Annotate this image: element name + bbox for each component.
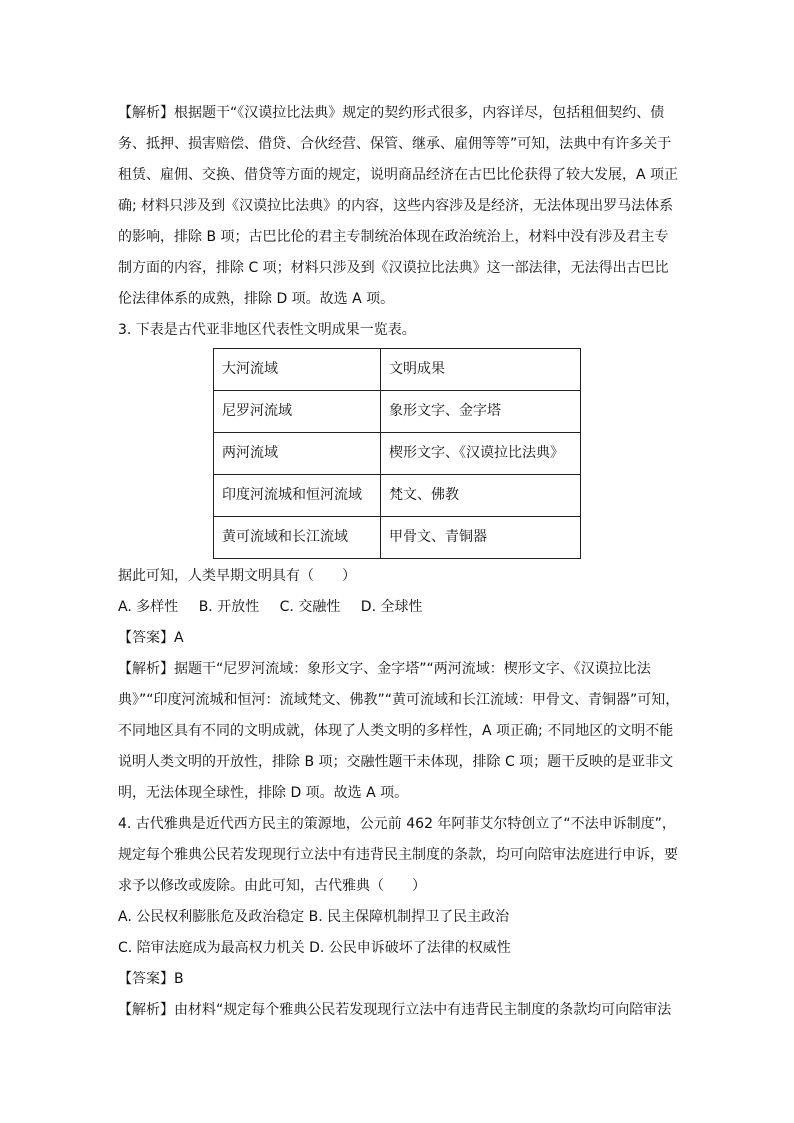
text-line: 明，无法体现全球性，排除 D 项。故选 A 项。 — [118, 785, 409, 801]
option-d: D. 全球性 — [360, 599, 423, 615]
text-line: 【解析】由材料“规定每个雅典公民若发现现行立法中有违背民主制度的条款均可向陪审法 — [118, 1002, 672, 1018]
option-b: B. 开放性 — [198, 599, 260, 615]
text-line: 求予以修改或废除。由此可知，古代雅典（ ） — [118, 878, 426, 894]
option-a: A. 多样性 — [118, 599, 179, 615]
text-line: 伦法律体系的成熟，排除 D 项。故选 A 项。 — [118, 291, 395, 307]
option-row — [118, 592, 678, 623]
text-line: 4. 古代雅典是近代西方民主的策源地，公元前 462 年阿菲艾尔特创立了“不法申诉制度”， — [118, 816, 676, 832]
q3-stem — [118, 315, 678, 346]
question-text: 据此可知，人类早期文明具有（ ） — [118, 568, 356, 584]
table-cell: 印度河流城和恒河流域 — [214, 475, 381, 517]
option-c: C. 交融性 — [279, 599, 341, 615]
table-cell: 象形文字、金字塔 — [381, 391, 581, 433]
table-row — [214, 475, 581, 517]
q4-options — [118, 902, 678, 995]
q3-analysis — [118, 654, 678, 809]
question-stem: 3. 下表是古代亚非地区代表性文明成果一览表。 — [118, 322, 416, 338]
text-line: 【解析】据题干“尼罗河流域：象形文字、金字塔”“两河流域：楔形文字、《汉谟拉比法 — [118, 661, 651, 677]
q4-analysis — [118, 995, 678, 1026]
text-line: 务、抵押、损害赔偿、借贷、合伙经营、保管、继承、雇佣等等”可知，法典中有许多关于 — [118, 136, 672, 152]
table-cell: 尼罗河流域 — [214, 391, 381, 433]
text-line: 【解析】根据题干“《汉谟拉比法典》规定的契约形式很多，内容详尽，包括租佃契约、债 — [118, 105, 665, 121]
table-header-cell: 大河流域 — [214, 349, 381, 391]
text-line: 典》”“印度河流城和恒河：流域梵文、佛教”“黄可流域和长江流域：甲骨文、青铜器”可知， — [118, 692, 680, 708]
text-line: 的影响，排除 B 项；古巴比伦的君主专制统治体现在政治统治上，材料中没有涉及君主专 — [118, 229, 669, 245]
option-row: A. 公民权利膨胀危及政治稳定 B. 民主保障机制捍卫了民主政治 — [118, 909, 510, 925]
table-cell: 梵文、佛教 — [381, 475, 581, 517]
table-cell: 两河流域 — [214, 433, 381, 475]
text-line: 说明人类文明的开放性，排除 B 项；交融性题干未体现，排除 C 项；题干反映的是亚非文 — [118, 754, 674, 770]
q3-question — [118, 561, 678, 654]
text-line: 确; 材料只涉及到《汉谟拉比法典》的内容，这些内容涉及是经济，无法体现出罗马法体系 — [118, 198, 674, 214]
answer-line: 【答案】A — [118, 630, 184, 646]
text-line: 不同地区具有不同的文明成就，体现了人类文明的多样性，A 项正确; 不同地区的文明不能 — [118, 723, 674, 739]
option-row: C. 陪审法庭成为最高权力机关 D. 公民申诉破坏了法律的权威性 — [118, 940, 511, 956]
table-cell: 黄可流域和长江流域 — [214, 517, 381, 559]
document-page — [118, 98, 678, 1026]
table-header-row — [214, 349, 581, 391]
q2-analysis — [118, 98, 678, 315]
answer-line: 【答案】B — [118, 971, 184, 987]
text-line: 规定每个雅典公民若发现现行立法中有违背民主制度的条款，均可向陪审法庭进行申诉，要 — [118, 847, 678, 863]
q4-stem — [118, 809, 678, 902]
text-line: 制方面的内容，排除 C 项；材料只涉及到《汉谟拉比法典》这一部法律，无法得出古巴比 — [118, 260, 669, 276]
table-header-cell: 文明成果 — [381, 349, 581, 391]
table-row — [214, 391, 581, 433]
table-row — [214, 433, 581, 475]
table-cell: 甲骨文、青铜器 — [381, 517, 581, 559]
civilization-table — [213, 348, 581, 559]
table-row — [214, 517, 581, 559]
table-cell: 楔形文字、《汉谟拉比法典》 — [381, 433, 581, 475]
text-line: 租赁、雇佣、交换、借贷等方面的规定，说明商品经济在古巴比伦获得了较大发展，A 项正 — [118, 167, 679, 183]
